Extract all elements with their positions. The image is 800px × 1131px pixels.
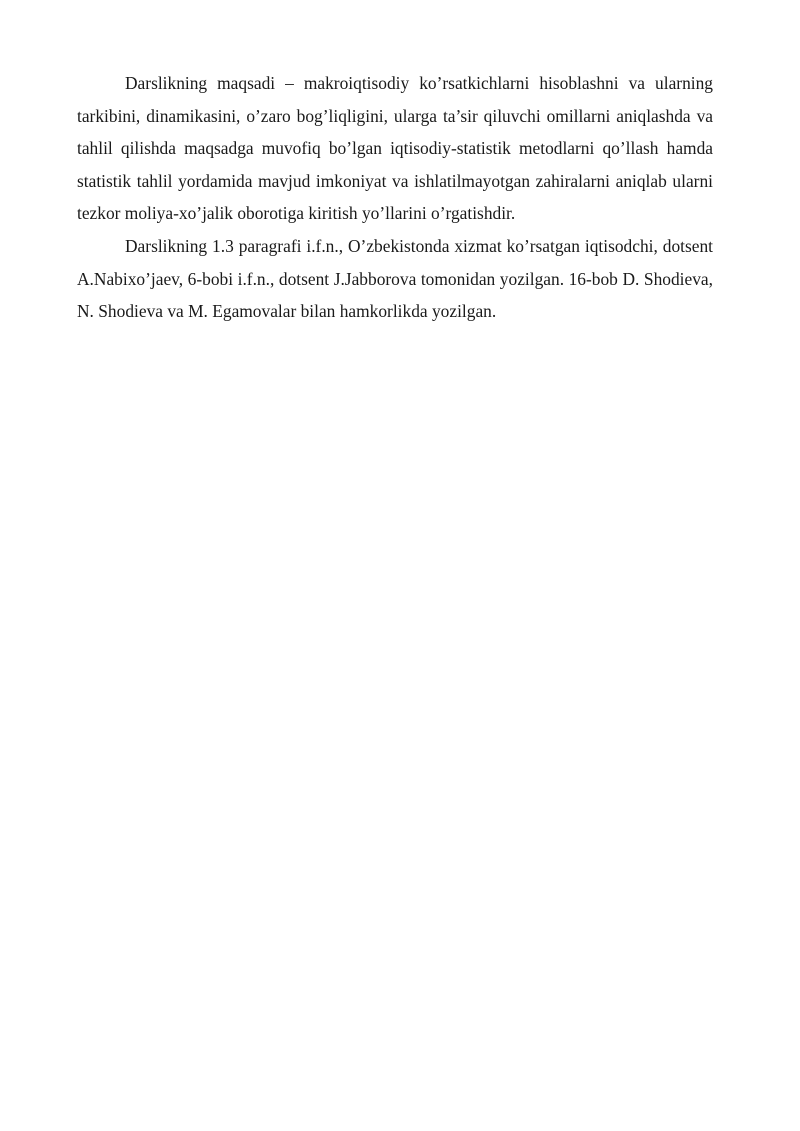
paragraph-authors: Darslikning 1.3 paragrafi i.f.n., O’zbekistonda xizmat ko’rsatgan iqtisodchi, dotsent A.Nabixo’jaev, 6-bobi i.f.n., dotsent J.Jabborova tomonidan yozilgan. 16-bob D. Shodieva, N. Shodieva va M. Egamovalar bilan hamkorlikda yozilgan. [77,235,713,322]
document-body [77,67,713,328]
paragraph-purpose: Darslikning maqsadi – makroiqtisodiy ko’rsatkichlarni hisoblashni va ularning tarkibini, dinamikasini, o’zaro bog’liqligini, ularga ta’sir qiluvchi omillarni aniqlashda va tahlil qilishda maqsadga muvofiq bo’lgan iqtisodiy-statistik metodlarni qo’llash hamda statistik tahlil yordamida mavjud imkoniyat va ishlatilmayotgan zahiralarni aniqlab ularni tezkor moliya-xo’jalik oborotiga kiritish yo’llarini o’rgatishdir. [77,73,713,224]
